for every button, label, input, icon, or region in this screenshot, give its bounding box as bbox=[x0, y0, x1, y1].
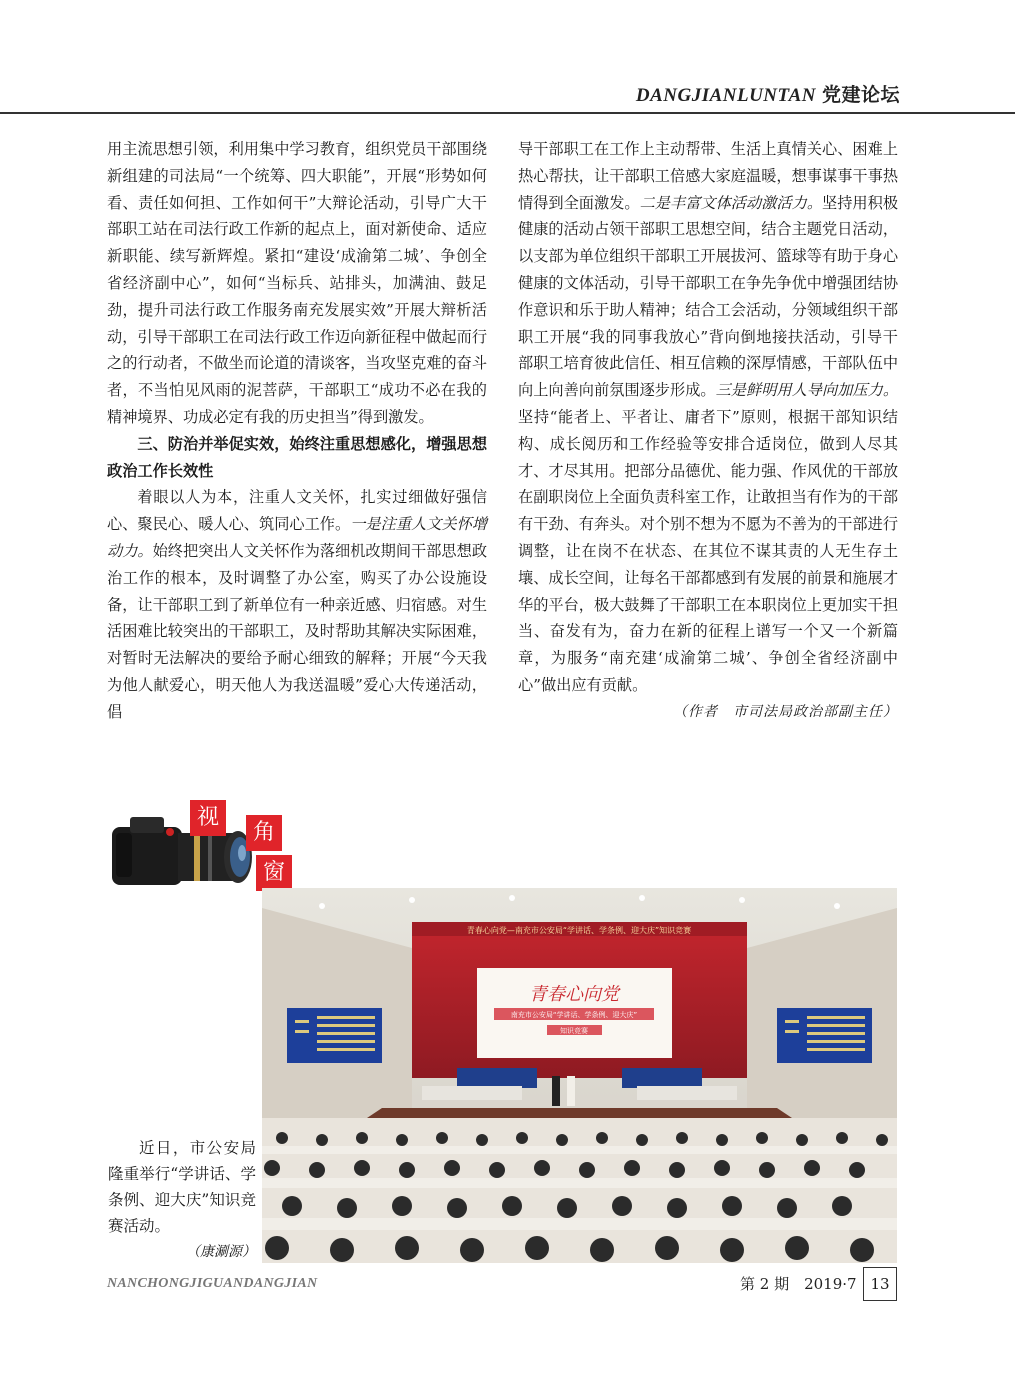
left-column bbox=[107, 136, 487, 726]
header-cn: 党建论坛 bbox=[821, 84, 900, 106]
right-column bbox=[518, 136, 898, 726]
auditorium-illustration bbox=[262, 888, 897, 1263]
left-paragraph-1: 用主流思想引领，利用集中学习教育，组织党员干部围绕新组建的司法局“一个统筹、四大职能”，开展“形势如何看、责任如何担、工作如何干”大辩论活动，引导广大干部职工站在司法行政工作新的起点上，面对新使命、适应新职能、续写新辉煌。紧扣“建设‘成渝第二城’、争创全省经济副中心”，如何“当标兵、站排头，加满油、鼓足劲，提升司法行政工作服务南充发展实效”开展大辩析活动，引导干部职工在司法行政工作迈向新征程中做起而行之的行动者，不做坐而论道的清谈客，当攻坚克难的奋斗者，不当怕见风雨的泥菩萨，干部职工“成功不必在我的精神境界、功成必定有我的历史担当”得到激发。 bbox=[107, 140, 487, 426]
left-paragraph-2 bbox=[107, 484, 487, 725]
caption-text: 近日，市公安局隆重举行“学讲话、学条例、迎大庆”知识竞赛活动。 bbox=[108, 1139, 256, 1235]
header-rule bbox=[0, 112, 1015, 114]
page-number: 13 bbox=[863, 1267, 897, 1301]
left-p2-text-a: 着眼以人为本，注重人文关怀，扎实过细做好强信心、聚民心、暖人心、筑同心工作。 bbox=[107, 488, 487, 534]
issue-label: 第 2 期 2019·7 bbox=[740, 1275, 857, 1293]
left-p2-emphasis: 一是注重人文关怀增动力。 bbox=[107, 515, 488, 560]
camera-icon bbox=[108, 805, 258, 890]
right-p1-text-b: 坚持用积极健康的活动占领干部职工思想空间，结合主题党日活动，以支部为单位组织干部职工开展拔河、篮球等有助于身心健康的文体活动，引导干部职工在争先争优中增强团结协作意识和乐于助人精神；结合工会活动，分领域组织干部职工开展“我的同事我放心”背向倒地接扶活动，引导干部职工培育彼此信任、相互信赖的深厚情感，干部队伍中向上向善向前氛围逐步形成。 bbox=[518, 193, 899, 400]
photo-banner-text: 青春心向党—南充市公安局“学讲话、学条例、迎大庆”知识竞赛 bbox=[466, 926, 692, 935]
photo-caption bbox=[108, 1135, 256, 1265]
stamp-chuang: 窗 bbox=[256, 855, 292, 891]
photo-screen-title: 青春心向党 bbox=[529, 984, 619, 1005]
stamp-shi: 视 bbox=[190, 800, 226, 836]
header-latin: DANGJIANLUNTAN bbox=[635, 85, 816, 106]
page-header bbox=[636, 80, 900, 107]
right-paragraph-1 bbox=[518, 136, 898, 699]
right-p1-emphasis-2: 三是鲜明用人导向加压力。 bbox=[715, 381, 899, 400]
right-p1-text-a: 导干部职工在工作上主动帮带、生活上真情关心、困难上热心帮扶，让干部职工倍感大家庭温暖，想事谋事干事热情得到全面激发。 bbox=[518, 140, 898, 212]
author-byline: （作者 市司法局政治部副主任） bbox=[673, 703, 898, 720]
section-heading: 三、防治并举促实效，始终注重思想感化，增强思想政治工作长效性 bbox=[107, 434, 487, 480]
right-p1-emphasis-1: 二是丰富文体活动激活力。 bbox=[639, 193, 823, 212]
left-p2-text-b: 始终把突出人文关怀作为落细机改期间干部思想政治工作的根本，及时调整了办公室，购买了办公设施设备，让干部职工到了新单位有一种亲近感、归宿感。对生活困难比较突出的干部职工，及时帮助其解决实际困难，对暂时无法解决的要给予耐心细致的解释；开展“今天我为他人献爱心，明天他人为我送温暖”爱心大传递活动，倡 bbox=[107, 541, 488, 721]
journal-name: NANCHONGJIGUANDANGJIAN bbox=[107, 1276, 318, 1291]
right-p1-text-c: 坚持“能者上、平者让、庸者下”原则，根据干部知识结构、成长阅历和工作经验等安排合适岗位，做到人尽其才、才尽其用。把部分品德优、能力强、作风优的干部放在副职岗位上全面负责科室工作，让敢担当有作为的干部有干劲、有奔头。对个别不想为不愿为不善为的干部进行调整，让在岗不在状态、在其位不谋其责的人无生存土壤、成长空间，让每名干部都感到有发展的前景和施展才华的平台，极大鼓舞了干部职工在本职岗位上更加实干担当、奋发有为，奋力在新的征程上谱写一个又一个新篇章，为服务“南充建‘成渝第二城’、争创全省经济副中心”做出应有贡献。 bbox=[518, 407, 898, 694]
stamp-jiao: 角 bbox=[246, 815, 282, 851]
auditorium-photo bbox=[262, 888, 897, 1263]
photo-screen-subtitle-2: 知识竞赛 bbox=[560, 1027, 588, 1035]
photo-credit: （康涮源） bbox=[186, 1244, 256, 1260]
photo-screen-subtitle: 南充市公安局“学讲话、学条例、迎大庆” bbox=[510, 1011, 638, 1019]
